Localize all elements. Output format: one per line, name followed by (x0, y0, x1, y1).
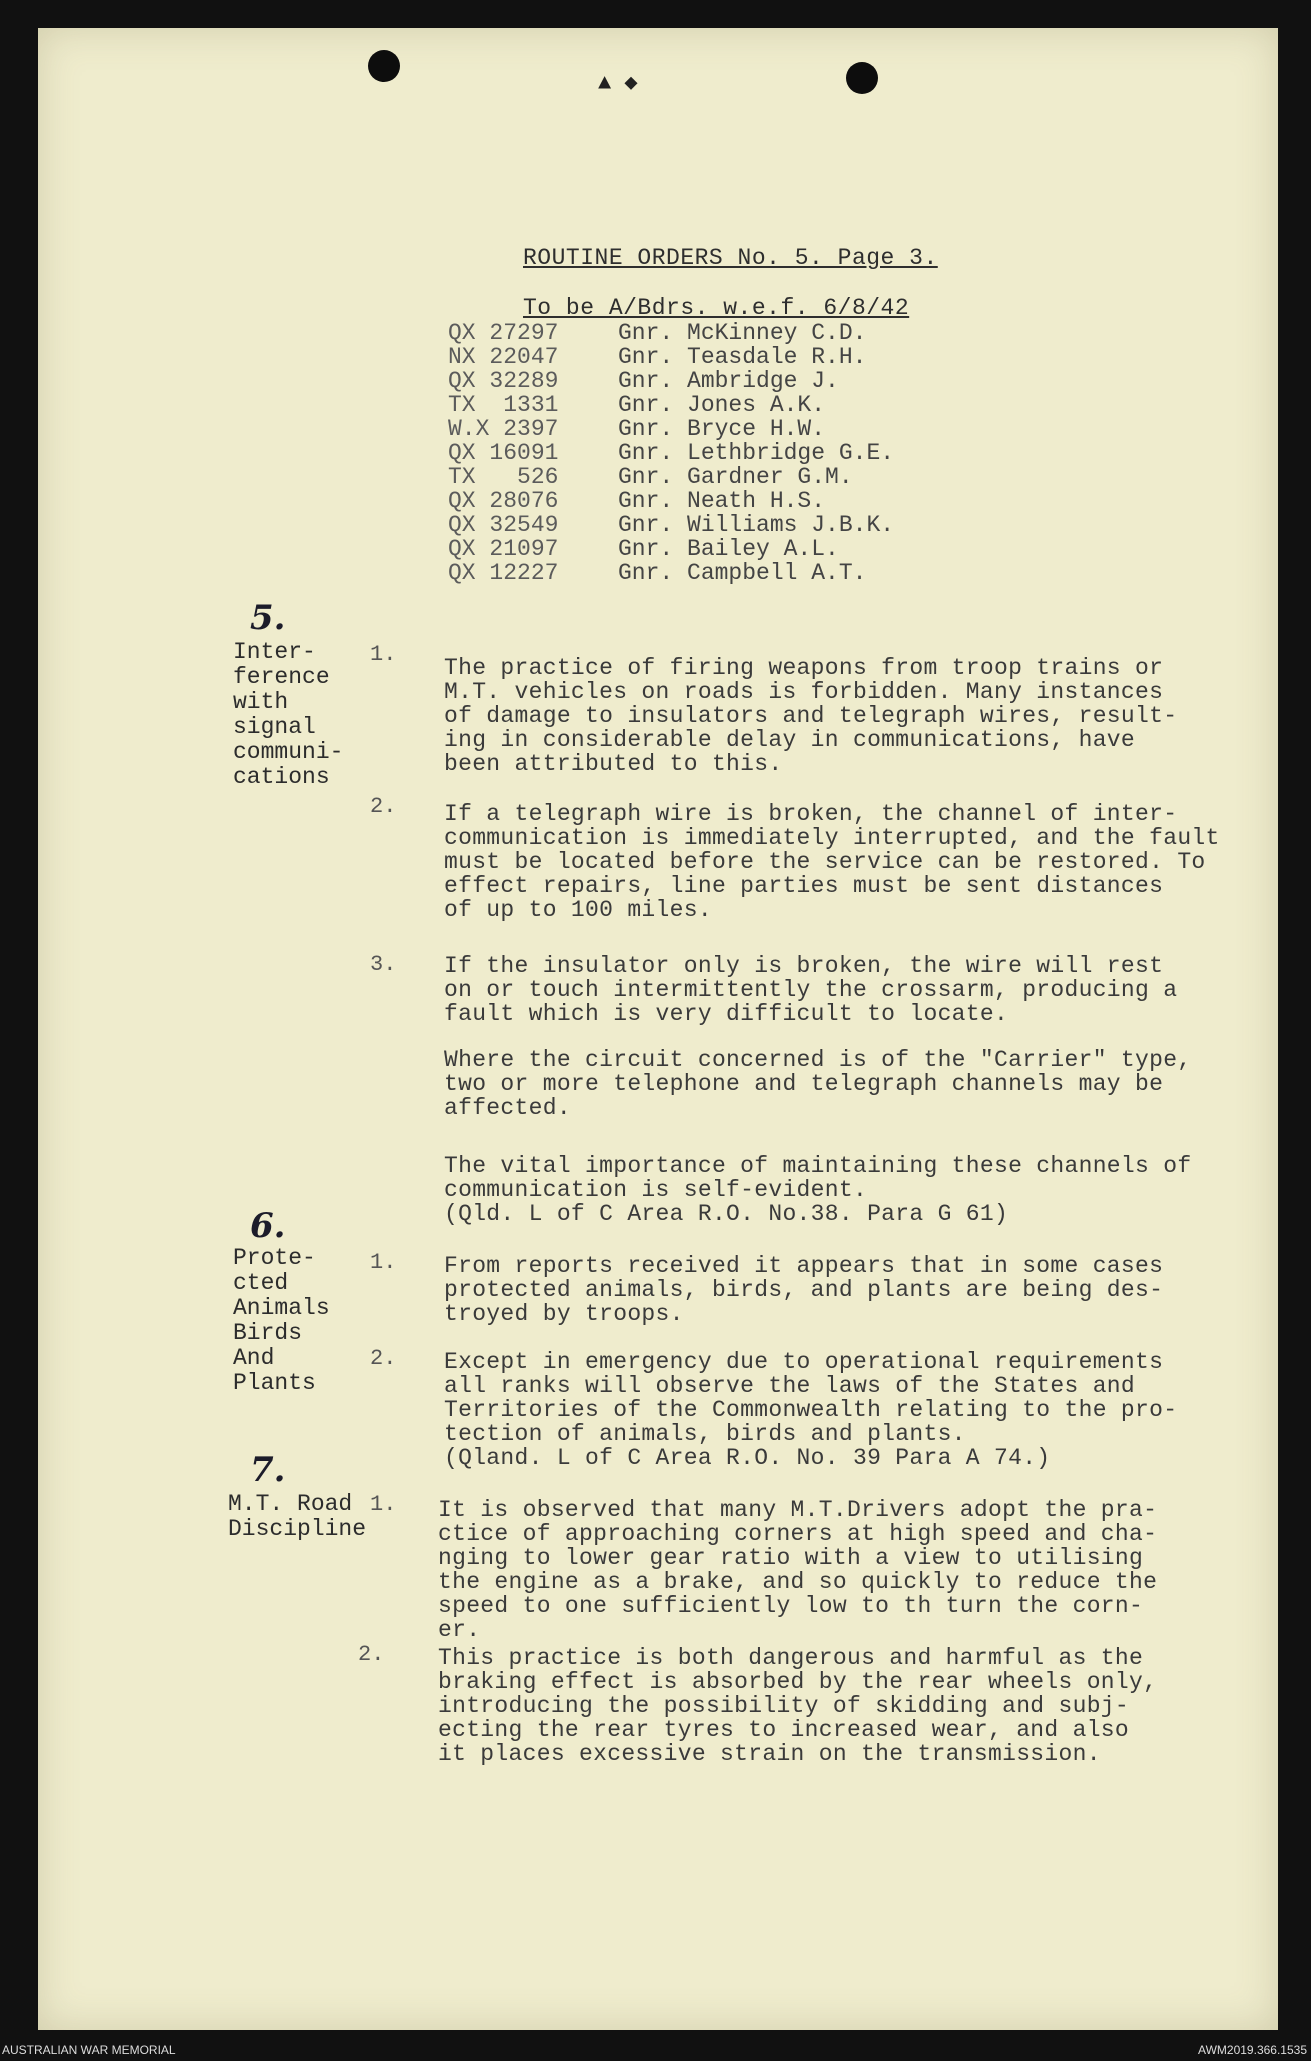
section-number-5: 5. (250, 598, 286, 638)
promotion-row (448, 440, 894, 464)
promotion-row (448, 368, 894, 392)
promotion-row (448, 536, 894, 560)
promotion-row (448, 488, 894, 512)
para-number: 1. (370, 642, 397, 667)
promotion-row (448, 464, 894, 488)
soldier-name: Gnr. Williams J.B.K. (618, 512, 895, 538)
section-heading-6: Prote- cted Animals Birds And Plants (233, 1245, 330, 1396)
soldier-name: Gnr. Bryce H.W. (618, 416, 826, 442)
paragraph-text: From reports received it appears that in some cases protected animals, birds, and plants are being des- troyed by troops. (444, 1253, 1164, 1327)
promotion-row (448, 416, 894, 440)
service-number: QX 27297 (448, 320, 559, 346)
section-heading-7: M.T. Road Discipline (228, 1491, 367, 1542)
promotion-row (448, 512, 894, 536)
para-number: 3. (370, 952, 397, 977)
footer-right: AWM2019.366.1535 (1198, 2043, 1307, 2057)
soldier-name: Gnr. Jones A.K. (618, 392, 826, 418)
soldier-name: Gnr. Ambridge J. (618, 368, 839, 394)
para-number: 1. (370, 1492, 397, 1517)
promotion-row (448, 344, 894, 368)
paragraph-text: Except in emergency due to operational requirements all ranks will observe the laws of the States and Territories of the Commonwealth relating to the pro- tection of animals, birds and plants. (Qland. L of C Area R.O. No. 39 Para A 74.) (444, 1349, 1178, 1471)
service-number: TX 1331 (448, 392, 559, 418)
paragraph-text: It is observed that many M.T.Drivers adopt the pra- ctice of approaching corners at high speed and cha- nging to lower gear ratio with a view to utilising the engine as a brake, and so quickly to reduce the speed to one sufficiently low to th turn the corn- er. (438, 1497, 1158, 1643)
punch-hole-right (846, 62, 878, 94)
document-page (38, 28, 1278, 2030)
punch-hole-left (368, 50, 400, 82)
para-number: 2. (370, 794, 397, 819)
staple-mark: ▲ ◆ (598, 71, 638, 96)
paragraph-text: The practice of firing weapons from troop trains or M.T. vehicles on roads is forbidden. Many instances of damage to insulators and telegraph wires, result- ing in considerable delay in communications, have been attributed to this. (444, 655, 1178, 777)
soldier-name: Gnr. McKinney C.D. (618, 320, 867, 346)
paragraph-text: If a telegraph wire is broken, the channel of inter- communication is immediately interrupted, and the fault must be located before the service can be restored. To effect repairs, line parties must be sent distances of up to 100 miles. (444, 801, 1220, 923)
service-number: W.X 2397 (448, 416, 559, 442)
para-number: 1. (370, 1250, 397, 1275)
promotion-row (448, 560, 894, 584)
paragraph-text: Where the circuit concerned is of the "Carrier" type, two or more telephone and telegraph channels may be affected. (444, 1047, 1192, 1121)
soldier-name: Gnr. Campbell A.T. (618, 560, 867, 586)
service-number: NX 22047 (448, 344, 559, 370)
service-number: QX 12227 (448, 560, 559, 586)
para-number: 2. (358, 1642, 385, 1667)
service-number: QX 21097 (448, 536, 559, 562)
promotion-row (448, 392, 894, 416)
section-heading-5: Inter- ference with signal communi- cations (233, 639, 344, 790)
soldier-name: Gnr. Teasdale R.H. (618, 344, 867, 370)
soldier-name: Gnr. Lethbridge G.E. (618, 440, 895, 466)
soldier-name: Gnr. Gardner G.M. (618, 464, 853, 490)
paragraph-text: The vital importance of maintaining these channels of communication is self-evident. (Qld. L of C Area R.O. No.38. Para G 61) (444, 1153, 1192, 1227)
service-number: QX 16091 (448, 440, 559, 466)
service-number: QX 32549 (448, 512, 559, 538)
service-number: TX 526 (448, 464, 559, 490)
paragraph-text: If the insulator only is broken, the wire will rest on or touch intermittently the crossarm, producing a fault which is very difficult to locate. (444, 953, 1178, 1027)
paragraph-text: This practice is both dangerous and harmful as the braking effect is absorbed by the rear wheels only, introducing the possibility of skidding and subj- ecting the rear tyres to increased wear, and also it places excessive strain on the transmission. (438, 1645, 1158, 1767)
page-title: ROUTINE ORDERS No. 5. Page 3. (523, 245, 938, 271)
promotion-list (448, 320, 894, 584)
soldier-name: Gnr. Bailey A.L. (618, 536, 839, 562)
service-number: QX 28076 (448, 488, 559, 514)
promotion-heading: To be A/Bdrs. w.e.f. 6/8/42 (523, 295, 910, 321)
footer-left: AUSTRALIAN WAR MEMORIAL (2, 2043, 176, 2057)
section-number-6: 6. (250, 1206, 286, 1246)
section-number-7: 7. (250, 1450, 286, 1490)
para-number: 2. (370, 1346, 397, 1371)
service-number: QX 32289 (448, 368, 559, 394)
soldier-name: Gnr. Neath H.S. (618, 488, 826, 514)
promotion-row (448, 320, 894, 344)
